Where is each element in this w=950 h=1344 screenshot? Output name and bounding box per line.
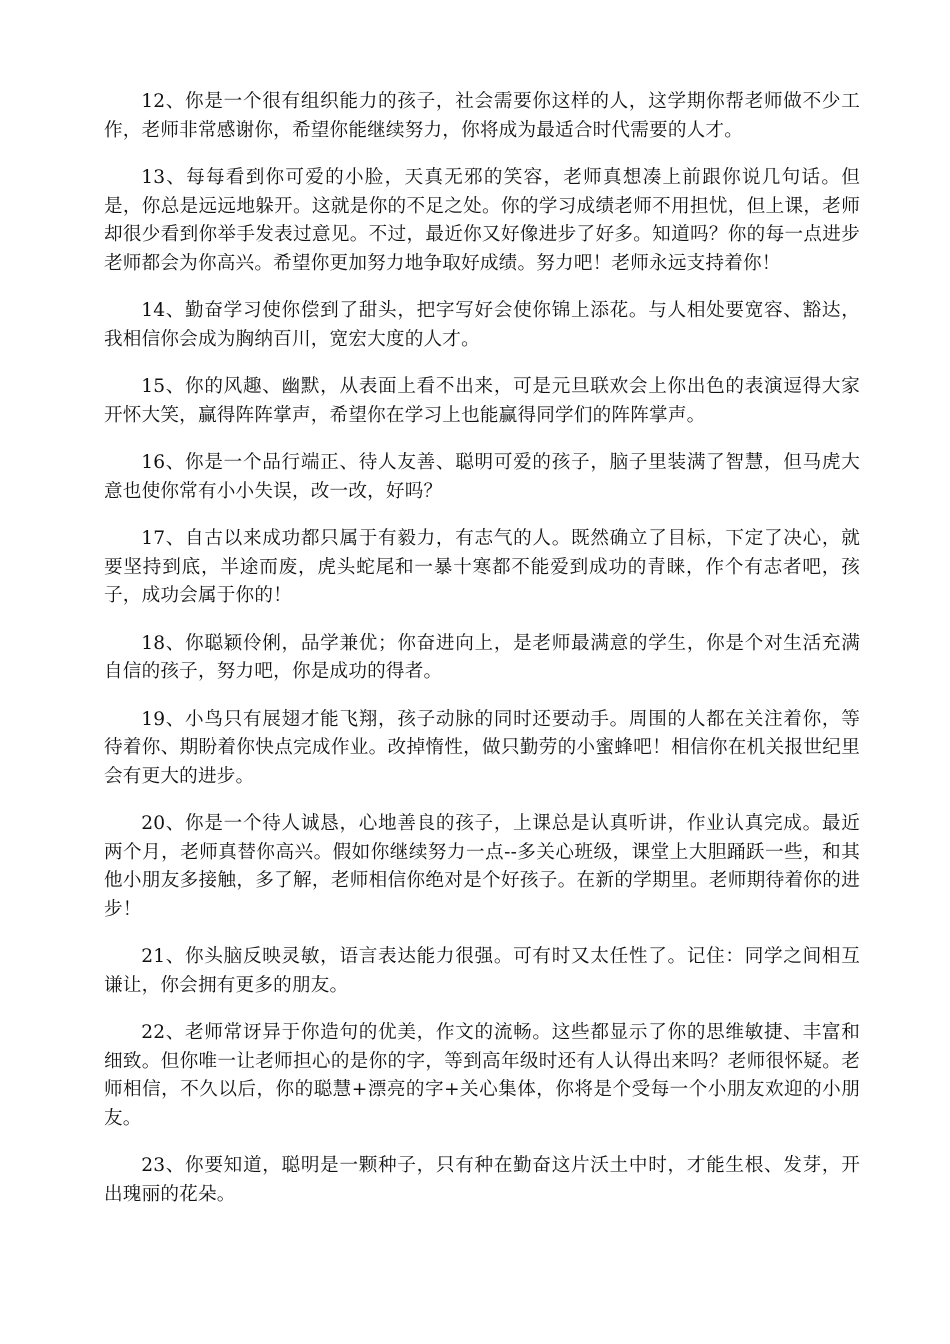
document-body [104, 88, 860, 1228]
comment-paragraph-22: 22、老师常讶异于你造句的优美，作文的流畅。这些都显示了你的思维敏捷、丰富和细致。但你唯一让老师担心的是你的字，等到高年级时还有人认得出来吗？老师很怀疑。老师相信，不久以后，你的聪慧+漂亮的字+关心集体，你将是个受每一个小朋友欢迎的小朋友。 [104, 1022, 860, 1129]
comment-paragraph-21: 21、你头脑反映灵敏，语言表达能力很强。可有时又太任性了。记住：同学之间相互谦让，你会拥有更多的朋友。 [104, 946, 860, 996]
comment-paragraph-15: 15、你的风趣、幽默，从表面上看不出来，可是元旦联欢会上你出色的表演逗得大家开怀大笑，赢得阵阵掌声，希望你在学习上也能赢得同学们的阵阵掌声。 [104, 376, 860, 426]
comment-paragraph-14: 14、勤奋学习使你偿到了甜头，把字写好会使你锦上添花。与人相处要宽容、豁达，我相信你会成为胸纳百川，宽宏大度的人才。 [104, 300, 860, 350]
comment-paragraph-16: 16、你是一个品行端正、待人友善、聪明可爱的孩子，脑子里装满了智慧，但马虎大意也使你常有小小失误，改一改，好吗？ [104, 452, 860, 502]
comment-paragraph-12: 12、你是一个很有组织能力的孩子，社会需要你这样的人，这学期你帮老师做不少工作，老师非常感谢你，希望你能继续努力，你将成为最适合时代需要的人才。 [104, 91, 860, 141]
comment-paragraph-20: 20、你是一个待人诚恳，心地善良的孩子，上课总是认真听讲，作业认真完成。最近两个月，老师真替你高兴。假如你继续努力一点--多关心班级，课堂上大胆踊跃一些，和其他小朋友多接触，多了解，老师相信你绝对是个好孩子。在新的学期里。老师期待着你的进步！ [104, 813, 860, 920]
comment-paragraph-19: 19、小鸟只有展翅才能飞翔，孩子动脉的同时还要动手。周围的人都在关注着你，等待着你、期盼着你快点完成作业。改掉惰性，做只勤劳的小蜜蜂吧！相信你在机关报世纪里会有更大的进步。 [104, 708, 860, 787]
comment-paragraph-13: 13、每每看到你可爱的小脸，天真无邪的笑容，老师真想凑上前跟你说几句话。但是，你总是远远地躲开。这就是你的不足之处。你的学习成绩老师不用担忧，但上课，老师却很少看到你举手发表过意见。不过，最近你又好像进步了好多。知道吗？你的每一点进步老师都会为你高兴。希望你更加努力地争取好成绩。努力吧！老师永远支持着你！ [104, 167, 860, 274]
comment-paragraph-17: 17、自古以来成功都只属于有毅力，有志气的人。既然确立了目标，下定了决心，就要坚持到底，半途而废，虎头蛇尾和一暴十寒都不能爱到成功的青睐，作个有志者吧，孩子，成功会属于你的！ [104, 528, 860, 606]
comment-paragraph-23: 23、你要知道，聪明是一颗种子，只有种在勤奋这片沃土中时，才能生根、发芽，开出瑰丽的花朵。 [104, 1155, 860, 1205]
comment-paragraph-18: 18、你聪颖伶俐，品学兼优；你奋进向上，是老师最满意的学生，你是个对生活充满自信的孩子，努力吧，你是成功的得者。 [104, 632, 860, 682]
